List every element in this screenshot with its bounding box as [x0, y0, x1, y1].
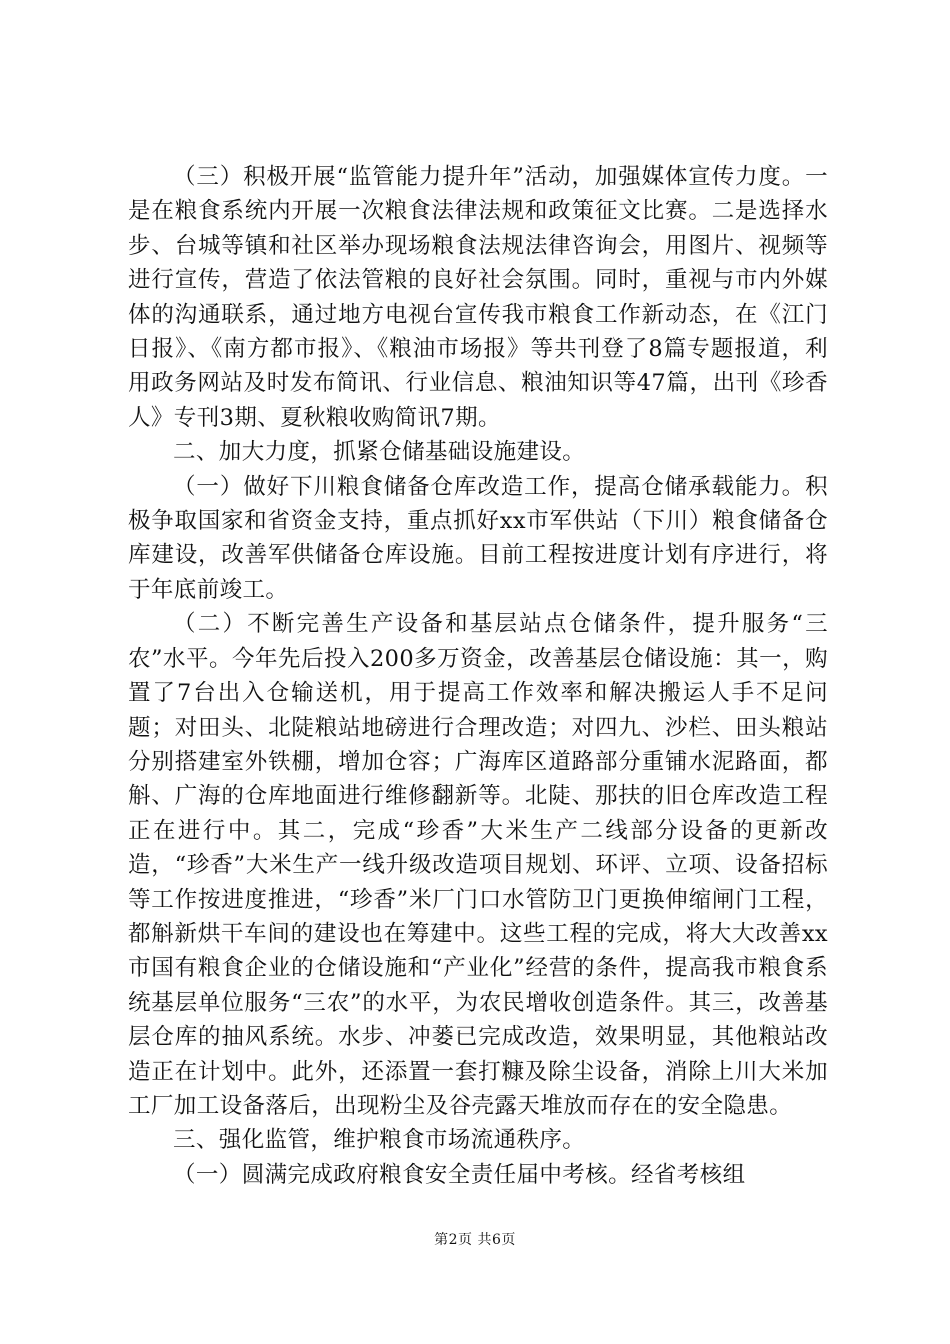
page-number-footer: 第2页 共6页 — [434, 1232, 516, 1248]
paragraph-safety-assessment: （一）圆满完成政府粮食安全责任届中考核。经省考核组 — [173, 1161, 746, 1188]
section-heading-storage-infrastructure: 二、加大力度，抓紧仓储基础设施建设。 — [173, 439, 586, 466]
paragraph-media-publicity: （三）积极开展“监管能力提升年”活动，加强媒体宣传力度。一是在粮食系统内开展一次粮食法律法规和政策征文比赛。二是选择水步、台城等镇和社区举办现场粮食法规法律咨询会，用图片、视频等进行宣传，营造了依法管粮的良好社会氛围。同时，重视与市内外媒体的沟通联系，通过地方电视台宣传我市粮食工作新动态，在《江门日报》、《南方都市报》、《粮油市场报》等共刊登了8篇专题报道，利用政务网站及时发布简讯、行业信息、粮油知识等47篇，出刊《珍香人》专刊3期、夏秋粮收购简讯7期。 — [128, 164, 828, 431]
section-heading-market-supervision: 三、强化监管，维护粮食市场流通秩序。 — [173, 1127, 586, 1154]
paragraph-xiachuan-warehouse: （一）做好下川粮食储备仓库改造工作，提高仓储承载能力。积极争取国家和省资金支持，重点抓好xx市军供站（下川）粮食储备仓库建设，改善军供储备仓库设施。目前工程按进度计划有序进行，将于年底前竣工。 — [128, 473, 828, 603]
document-body — [128, 160, 828, 1192]
paragraph-equipment-improvement: （二）不断完善生产设备和基层站点仓储条件，提升服务“三农”水平。今年先后投入200多万资金，改善基层仓储设施：其一，购置了7台出入仓输送机，用于提高工作效率和解决搬运人手不足问题；对田头、北陡粮站地磅进行合理改造；对四九、沙栏、田头粮站分别搭建室外铁棚，增加仓容；广海库区道路部分重铺水泥路面，都斛、广海的仓库地面进行维修翻新等。北陡、那扶的旧仓库改造工程正在进行中。其二，完成“珍香”大米生产二线部分设备的更新改造，“珍香”大米生产一线升级改造项目规划、环评、立项、设备招标等工作按进度推进，“珍香”米厂门口水管防卫门更换伸缩闸门工程，都斛新烘干车间的建设也在筹建中。这些工程的完成，将大大改善xx市国有粮食企业的仓储设施和“产业化”经营的条件，提高我市粮食系统基层单位服务“三农”的水平，为农民增收创造条件。其三，改善基层仓库的抽风系统。水步、冲蒌已完成改造，效果明显，其他粮站改造正在计划中。此外，还添置一套打糠及除尘设备，消除上川大米加工厂加工设备落后，出现粉尘及谷壳露天堆放而存在的安全隐患。 — [128, 611, 828, 1119]
